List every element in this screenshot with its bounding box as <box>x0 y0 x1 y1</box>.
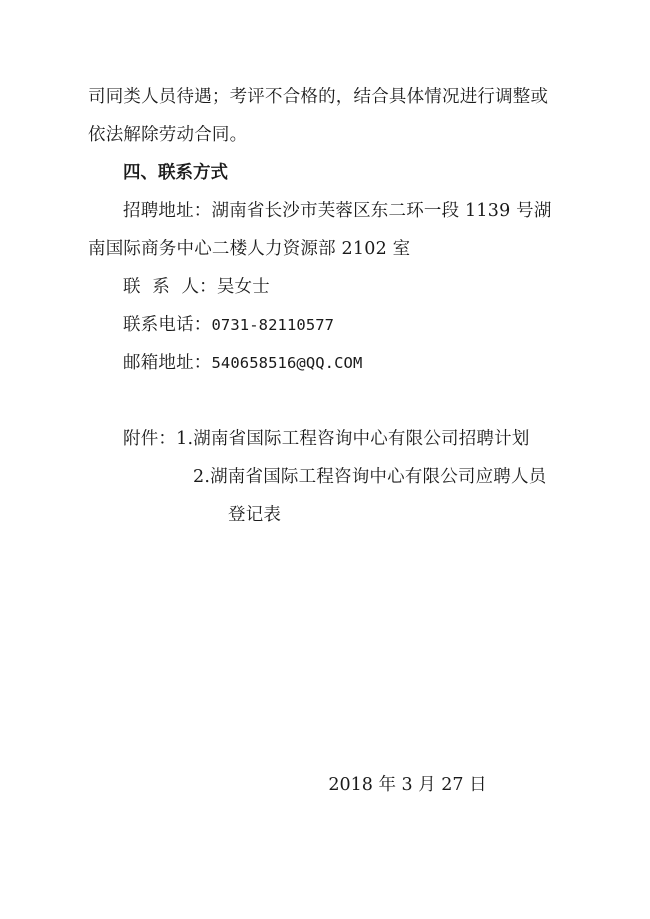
contact-person-row <box>88 268 562 306</box>
contact-phone-value: 0731-82110577 <box>211 316 335 334</box>
spacer-blank-line <box>88 382 562 420</box>
section-heading-contact: 四、联系方式 <box>123 163 228 183</box>
document-date-block <box>88 766 562 804</box>
attachment-row-2-wrap: 登记表 <box>228 505 282 525</box>
attachment-row-2 <box>88 458 562 496</box>
contact-email-row <box>88 344 562 382</box>
paragraph-line-1: 司同类人员待遇；考评不合格的，结合具体情况进行调整或 <box>88 87 549 107</box>
attachment-2-text: 湖南省国际工程咨询中心有限公司应聘人员 <box>210 467 547 487</box>
contact-person-value: 吴女士 <box>216 277 270 297</box>
contact-email-value: 540658516@QQ.COM <box>211 354 363 372</box>
attachment-1-text: 湖南省国际工程咨询中心有限公司招聘计划 <box>193 429 530 449</box>
attachment-1-number: 1. <box>176 429 194 449</box>
contact-phone-label: 联系电话： <box>123 315 212 335</box>
contact-person-label: 联 系 人： <box>123 277 217 297</box>
attachment-row-1 <box>88 420 562 458</box>
contact-phone-row <box>88 306 562 344</box>
address-label: 招聘地址： <box>123 201 212 221</box>
attachment-2-number: 2. <box>193 467 211 487</box>
address-value-line-1: 湖南省长沙市芙蓉区东二环一段 1139 号湖 <box>211 201 552 221</box>
contact-address-line-2: 南国际商务中心二楼人力资源部 2102 室 <box>88 239 411 259</box>
contact-address-line-1 <box>88 192 562 230</box>
contact-email-label: 邮箱地址： <box>123 353 212 373</box>
paragraph-line-2: 依法解除劳动合同。 <box>88 125 248 145</box>
document-date: 2018 年 3 月 27 日 <box>328 775 487 795</box>
attachments-label: 附件： <box>123 429 177 449</box>
